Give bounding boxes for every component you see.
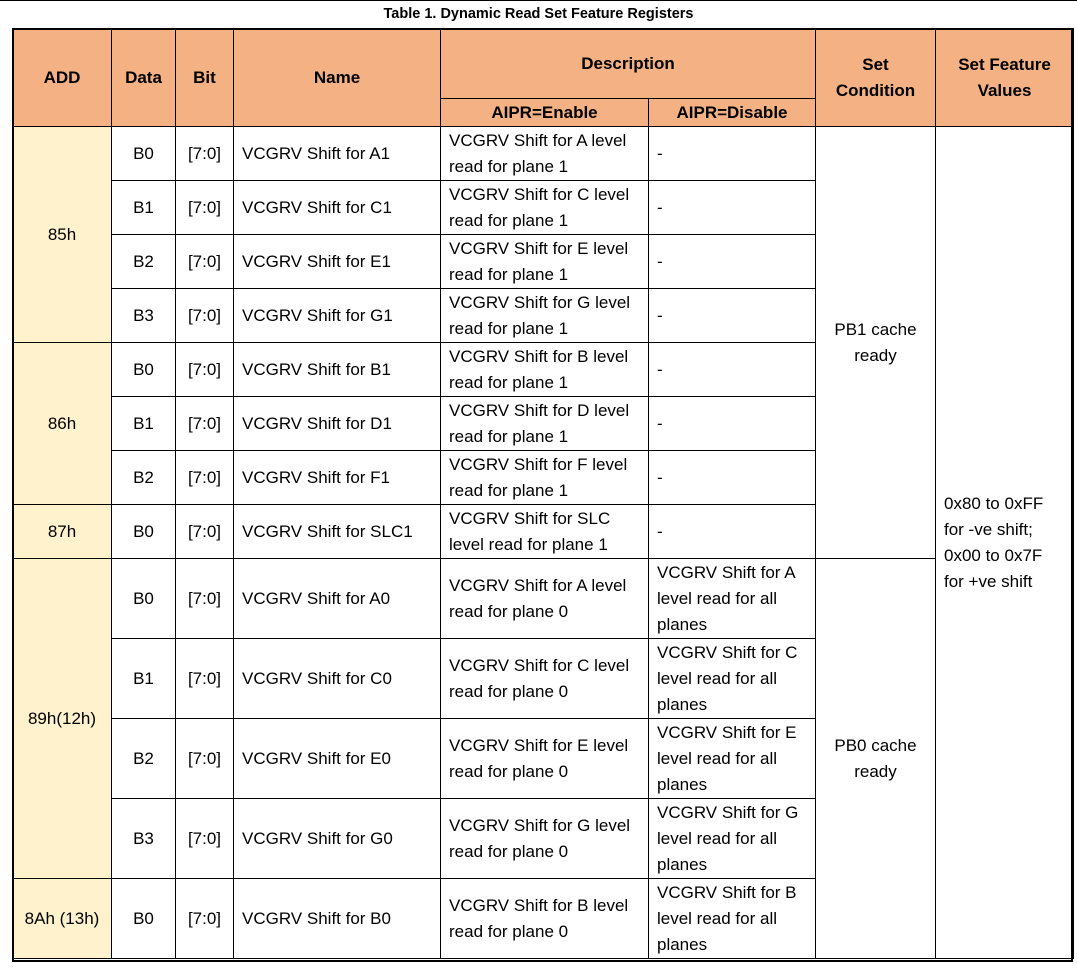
- aipr-disable-cell: -: [649, 451, 816, 505]
- aipr-disable-cell: -: [649, 505, 816, 559]
- set-feature-values-cell: 0x80 to 0xFF for -ve shift; 0x00 to 0x7F for +ve shift: [936, 127, 1074, 959]
- data-cell: B0: [112, 127, 176, 181]
- header-bit: Bit: [176, 29, 234, 127]
- aipr-enable-cell: VCGRV Shift for C level read for plane 0: [441, 639, 649, 719]
- aipr-disable-cell: -: [649, 127, 816, 181]
- name-cell: VCGRV Shift for D1: [234, 397, 441, 451]
- data-cell: B2: [112, 719, 176, 799]
- bit-cell: [7:0]: [176, 799, 234, 879]
- aipr-disable-cell: -: [649, 181, 816, 235]
- aipr-enable-cell: VCGRV Shift for E level read for plane 1: [441, 235, 649, 289]
- aipr-enable-cell: VCGRV Shift for A level read for plane 1: [441, 127, 649, 181]
- address-cell: 87h: [13, 505, 112, 559]
- aipr-enable-cell: VCGRV Shift for E level read for plane 0: [441, 719, 649, 799]
- address-cell: 85h: [13, 127, 112, 343]
- name-cell: VCGRV Shift for A1: [234, 127, 441, 181]
- address-cell: 86h: [13, 343, 112, 505]
- bit-cell: [7:0]: [176, 397, 234, 451]
- aipr-enable-cell: VCGRV Shift for D level read for plane 1: [441, 397, 649, 451]
- register-table: [12, 28, 1074, 959]
- address-cell: 8Ah (13h): [13, 879, 112, 959]
- name-cell: VCGRV Shift for B1: [234, 343, 441, 397]
- bit-cell: [7:0]: [176, 559, 234, 639]
- aipr-disable-cell: VCGRV Shift for A level read for all planes: [649, 559, 816, 639]
- aipr-disable-cell: -: [649, 235, 816, 289]
- name-cell: VCGRV Shift for C0: [234, 639, 441, 719]
- bit-cell: [7:0]: [176, 505, 234, 559]
- data-cell: B0: [112, 559, 176, 639]
- bit-cell: [7:0]: [176, 343, 234, 397]
- name-cell: VCGRV Shift for G1: [234, 289, 441, 343]
- aipr-enable-cell: VCGRV Shift for G level read for plane 1: [441, 289, 649, 343]
- aipr-enable-cell: VCGRV Shift for G level read for plane 0: [441, 799, 649, 879]
- aipr-enable-cell: VCGRV Shift for F level read for plane 1: [441, 451, 649, 505]
- set-condition-cell: PB0 cache ready: [816, 559, 936, 959]
- set-condition-cell: PB1 cache ready: [816, 127, 936, 559]
- aipr-disable-cell: VCGRV Shift for G level read for all planes: [649, 799, 816, 879]
- header-set-feature-values: Set Feature Values: [936, 29, 1074, 127]
- data-cell: B0: [112, 343, 176, 397]
- address-cell: 89h(12h): [13, 559, 112, 879]
- aipr-enable-cell: VCGRV Shift for A level read for plane 0: [441, 559, 649, 639]
- name-cell: VCGRV Shift for F1: [234, 451, 441, 505]
- name-cell: VCGRV Shift for A0: [234, 559, 441, 639]
- bit-cell: [7:0]: [176, 181, 234, 235]
- aipr-disable-cell: VCGRV Shift for B level read for all planes: [649, 879, 816, 959]
- header-aipr-enable: AIPR=Enable: [441, 99, 649, 127]
- bit-cell: [7:0]: [176, 639, 234, 719]
- aipr-enable-cell: VCGRV Shift for B level read for plane 1: [441, 343, 649, 397]
- bit-cell: [7:0]: [176, 879, 234, 959]
- header-data: Data: [112, 29, 176, 127]
- aipr-disable-cell: -: [649, 343, 816, 397]
- aipr-enable-cell: VCGRV Shift for B level read for plane 0: [441, 879, 649, 959]
- bit-cell: [7:0]: [176, 235, 234, 289]
- aipr-enable-cell: VCGRV Shift for C level read for plane 1: [441, 181, 649, 235]
- table-row: [13, 127, 1074, 181]
- aipr-disable-cell: VCGRV Shift for C level read for all planes: [649, 639, 816, 719]
- data-cell: B0: [112, 879, 176, 959]
- name-cell: VCGRV Shift for C1: [234, 181, 441, 235]
- header-aipr-disable: AIPR=Disable: [649, 99, 816, 127]
- bit-cell: [7:0]: [176, 719, 234, 799]
- table-caption: Table 1. Dynamic Read Set Feature Registers: [0, 0, 1077, 26]
- data-cell: B2: [112, 235, 176, 289]
- name-cell: VCGRV Shift for E1: [234, 235, 441, 289]
- name-cell: VCGRV Shift for G0: [234, 799, 441, 879]
- aipr-disable-cell: -: [649, 289, 816, 343]
- table-row: [13, 559, 1074, 639]
- data-cell: B1: [112, 639, 176, 719]
- header-description: Description: [441, 29, 816, 99]
- data-cell: B3: [112, 799, 176, 879]
- name-cell: VCGRV Shift for B0: [234, 879, 441, 959]
- data-cell: B1: [112, 181, 176, 235]
- aipr-disable-cell: -: [649, 397, 816, 451]
- bit-cell: [7:0]: [176, 289, 234, 343]
- data-cell: B1: [112, 397, 176, 451]
- aipr-disable-cell: VCGRV Shift for E level read for all planes: [649, 719, 816, 799]
- data-cell: B0: [112, 505, 176, 559]
- data-cell: B2: [112, 451, 176, 505]
- bit-cell: [7:0]: [176, 451, 234, 505]
- register-table-body: [13, 127, 1074, 959]
- name-cell: VCGRV Shift for SLC1: [234, 505, 441, 559]
- header-name: Name: [234, 29, 441, 127]
- name-cell: VCGRV Shift for E0: [234, 719, 441, 799]
- aipr-enable-cell: VCGRV Shift for SLC level read for plane 1: [441, 505, 649, 559]
- header-set-condition: Set Condition: [816, 29, 936, 127]
- bit-cell: [7:0]: [176, 127, 234, 181]
- header-add: ADD: [13, 29, 112, 127]
- data-cell: B3: [112, 289, 176, 343]
